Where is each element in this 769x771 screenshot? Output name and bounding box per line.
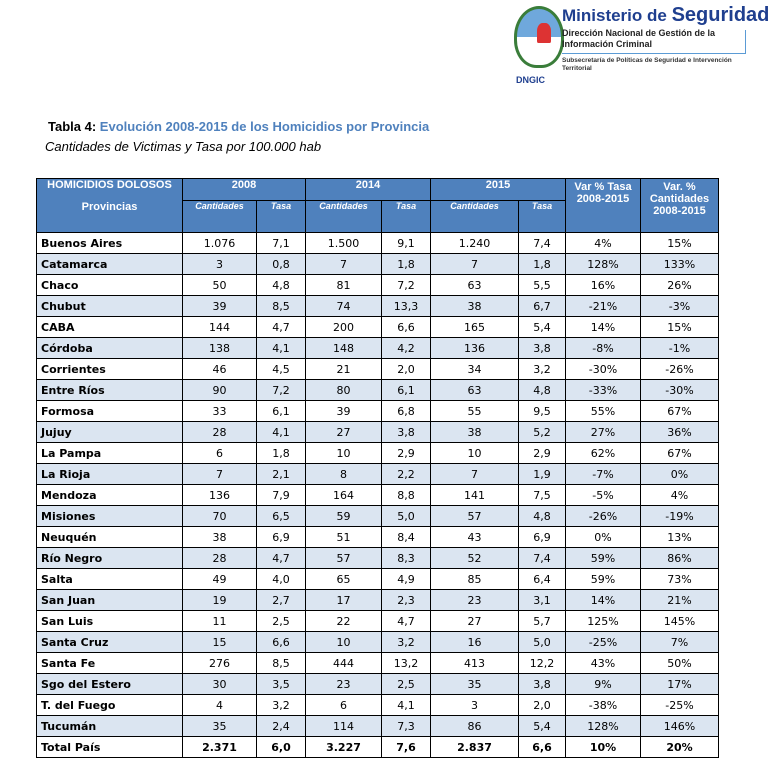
value-cell: 70 [183,506,257,527]
ministry-logo [508,2,769,92]
value-cell: 5,0 [382,506,431,527]
value-cell: 14% [566,590,641,611]
value-cell: 2,5 [382,674,431,695]
table-row [37,695,719,716]
value-cell: 8,5 [257,296,306,317]
value-cell: 51 [306,527,382,548]
value-cell: 136 [431,338,519,359]
homicides-table [36,178,719,758]
value-cell: 15% [641,233,719,254]
value-cell: 65 [306,569,382,590]
value-cell: 4,5 [257,359,306,380]
value-cell: 27 [306,422,382,443]
table-row [37,527,719,548]
value-cell: 3,5 [257,674,306,695]
value-cell: 4,7 [382,611,431,632]
value-cell: 43% [566,653,641,674]
value-cell: 2,9 [519,443,566,464]
table-row [37,569,719,590]
value-cell: 63 [431,275,519,296]
value-cell: 27 [431,611,519,632]
value-cell: 9,1 [382,233,431,254]
value-cell: 55 [431,401,519,422]
value-cell: 49 [183,569,257,590]
value-cell: -19% [641,506,719,527]
table-title: Tabla 4: Evolución 2008-2015 de los Homicidios por Provincia [48,119,430,134]
ministry-name: Ministerio de Seguridad [562,4,769,26]
province-cell: San Juan [37,590,183,611]
province-cell: Chubut [37,296,183,317]
value-cell: 52 [431,548,519,569]
value-cell: -26% [566,506,641,527]
table-row [37,233,719,254]
value-cell: 6,0 [257,737,306,758]
value-cell: 276 [183,653,257,674]
province-cell: Jujuy [37,422,183,443]
value-cell: -26% [641,359,719,380]
value-cell: 7,1 [257,233,306,254]
table-row [37,380,719,401]
value-cell: 7 [306,254,382,275]
value-cell: 2,3 [382,590,431,611]
value-cell: 8,8 [382,485,431,506]
value-cell: 2,0 [519,695,566,716]
province-cell: Buenos Aires [37,233,183,254]
value-cell: 6,9 [519,527,566,548]
value-cell: 7 [431,464,519,485]
value-cell: -25% [566,632,641,653]
value-cell: 3,8 [519,338,566,359]
province-cell: Sgo del Estero [37,674,183,695]
table-row [37,317,719,338]
value-cell: 50 [183,275,257,296]
province-cell: Santa Cruz [37,632,183,653]
value-cell: 10% [566,737,641,758]
province-cell: Catamarca [37,254,183,275]
province-cell: Santa Fe [37,653,183,674]
value-cell: 146% [641,716,719,737]
table-row [37,359,719,380]
province-cell: Formosa [37,401,183,422]
value-cell: 39 [183,296,257,317]
value-cell: 145% [641,611,719,632]
value-cell: 6,6 [257,632,306,653]
value-cell: 7,9 [257,485,306,506]
value-cell: 10 [306,443,382,464]
value-cell: 2,9 [382,443,431,464]
value-cell: 6,5 [257,506,306,527]
value-cell: 4,8 [519,380,566,401]
province-cell: La Rioja [37,464,183,485]
value-cell: 2.837 [431,737,519,758]
value-cell: 4,1 [257,422,306,443]
value-cell: 34 [431,359,519,380]
value-cell: 1,8 [382,254,431,275]
value-cell: 1,8 [257,443,306,464]
value-cell: -25% [641,695,719,716]
value-cell: 8,5 [257,653,306,674]
value-cell: 164 [306,485,382,506]
table-row [37,611,719,632]
value-cell: 4,8 [519,506,566,527]
value-cell: 6,9 [257,527,306,548]
value-cell: -5% [566,485,641,506]
value-cell: 17 [306,590,382,611]
value-cell: 80 [306,380,382,401]
value-cell: 11 [183,611,257,632]
table-row [37,548,719,569]
province-cell: Total País [37,737,183,758]
value-cell: 9% [566,674,641,695]
value-cell: 6,1 [382,380,431,401]
value-cell: 5,4 [519,317,566,338]
value-cell: 138 [183,338,257,359]
value-cell: 6 [306,695,382,716]
header-homicidios: HOMICIDIOS DOLOSOS [37,179,183,201]
value-cell: 4 [183,695,257,716]
header-cantidades: Cantidades [183,201,257,233]
value-cell: 413 [431,653,519,674]
value-cell: 5,2 [519,422,566,443]
value-cell: 0,8 [257,254,306,275]
value-cell: 10 [306,632,382,653]
value-cell: 73% [641,569,719,590]
value-cell: 13% [641,527,719,548]
value-cell: 1.076 [183,233,257,254]
province-cell: Entre Ríos [37,380,183,401]
value-cell: 59 [306,506,382,527]
value-cell: 3,2 [382,632,431,653]
value-cell: 144 [183,317,257,338]
province-cell: La Pampa [37,443,183,464]
subsecretaria: Subsecretaría de Políticas de Seguridad e Intervención Territorial [562,57,732,72]
value-cell: 12,2 [519,653,566,674]
direction-name: Dirección Nacional de Gestión de la Información Criminal [562,28,716,49]
table-row [37,338,719,359]
value-cell: 26% [641,275,719,296]
value-cell: 7,2 [257,380,306,401]
value-cell: 4,7 [257,317,306,338]
value-cell: -1% [641,338,719,359]
value-cell: 28 [183,548,257,569]
value-cell: 14% [566,317,641,338]
province-cell: San Luis [37,611,183,632]
value-cell: -3% [641,296,719,317]
province-cell: CABA [37,317,183,338]
header-tasa: Tasa [519,201,566,233]
value-cell: 4,1 [382,695,431,716]
value-cell: 1,9 [519,464,566,485]
value-cell: 81 [306,275,382,296]
value-cell: 15% [641,317,719,338]
coat-of-arms-icon [514,6,564,68]
value-cell: 20% [641,737,719,758]
value-cell: 7 [431,254,519,275]
value-cell: 21% [641,590,719,611]
value-cell: 62% [566,443,641,464]
table-row [37,674,719,695]
value-cell: 16 [431,632,519,653]
value-cell: 57 [306,548,382,569]
value-cell: 33 [183,401,257,422]
value-cell: 74 [306,296,382,317]
value-cell: 5,7 [519,611,566,632]
province-cell: T. del Fuego [37,695,183,716]
table-row [37,401,719,422]
header-provincias: Provincias [37,201,183,233]
header-var-tasa: Var % Tasa 2008-2015 [566,179,641,233]
value-cell: 128% [566,254,641,275]
table-row [37,443,719,464]
header-2015: 2015 [431,179,566,201]
table-row [37,464,719,485]
value-cell: 28 [183,422,257,443]
value-cell: 7 [183,464,257,485]
value-cell: 200 [306,317,382,338]
value-cell: 125% [566,611,641,632]
value-cell: 3 [183,254,257,275]
value-cell: 35 [431,674,519,695]
province-cell: Neuquén [37,527,183,548]
header-2014: 2014 [306,179,431,201]
value-cell: 2,0 [382,359,431,380]
table-row [37,716,719,737]
value-cell: 35 [183,716,257,737]
value-cell: 7,3 [382,716,431,737]
acronym: DNGIC [516,75,545,85]
value-cell: 6 [183,443,257,464]
value-cell: 4,7 [257,548,306,569]
value-cell: 13,3 [382,296,431,317]
value-cell: 2,2 [382,464,431,485]
province-cell: Río Negro [37,548,183,569]
value-cell: -21% [566,296,641,317]
value-cell: 165 [431,317,519,338]
header-cantidades: Cantidades [431,201,519,233]
value-cell: 57 [431,506,519,527]
value-cell: 46 [183,359,257,380]
value-cell: 86 [431,716,519,737]
value-cell: 6,7 [519,296,566,317]
value-cell: 16% [566,275,641,296]
value-cell: 36% [641,422,719,443]
table-row [37,275,719,296]
value-cell: 63 [431,380,519,401]
value-cell: 0% [566,527,641,548]
value-cell: 4% [641,485,719,506]
value-cell: 9,5 [519,401,566,422]
value-cell: 3 [431,695,519,716]
value-cell: -38% [566,695,641,716]
value-cell: 2,7 [257,590,306,611]
value-cell: 7,4 [519,548,566,569]
province-cell: Misiones [37,506,183,527]
value-cell: 3.227 [306,737,382,758]
value-cell: 59% [566,548,641,569]
value-cell: 1.240 [431,233,519,254]
value-cell: 8,4 [382,527,431,548]
header-2008: 2008 [183,179,306,201]
value-cell: 2,1 [257,464,306,485]
province-cell: Corrientes [37,359,183,380]
value-cell: 3,2 [257,695,306,716]
value-cell: 13,2 [382,653,431,674]
table-row [37,632,719,653]
value-cell: -33% [566,380,641,401]
value-cell: 67% [641,443,719,464]
value-cell: 21 [306,359,382,380]
value-cell: 30 [183,674,257,695]
value-cell: 4% [566,233,641,254]
table-row [37,254,719,275]
value-cell: 148 [306,338,382,359]
value-cell: 4,1 [257,338,306,359]
value-cell: 133% [641,254,719,275]
table-row [37,653,719,674]
value-cell: 5,4 [519,716,566,737]
value-cell: 444 [306,653,382,674]
value-cell: 136 [183,485,257,506]
value-cell: 3,8 [382,422,431,443]
value-cell: 10 [431,443,519,464]
table-row [37,485,719,506]
header-var-cant: Var. % Cantidades 2008-2015 [641,179,719,233]
province-cell: Córdoba [37,338,183,359]
value-cell: -7% [566,464,641,485]
value-cell: 114 [306,716,382,737]
header-tasa: Tasa [382,201,431,233]
value-cell: 59% [566,569,641,590]
value-cell: -30% [566,359,641,380]
value-cell: 1.500 [306,233,382,254]
value-cell: 4,8 [257,275,306,296]
value-cell: 2,5 [257,611,306,632]
province-cell: Salta [37,569,183,590]
value-cell: 43 [431,527,519,548]
total-row [37,737,719,758]
value-cell: 141 [431,485,519,506]
value-cell: 7% [641,632,719,653]
value-cell: 39 [306,401,382,422]
value-cell: 5,0 [519,632,566,653]
header-tasa: Tasa [257,201,306,233]
province-cell: Mendoza [37,485,183,506]
value-cell: 6,6 [519,737,566,758]
value-cell: 55% [566,401,641,422]
value-cell: 4,0 [257,569,306,590]
value-cell: 85 [431,569,519,590]
value-cell: 7,6 [382,737,431,758]
value-cell: 67% [641,401,719,422]
value-cell: 27% [566,422,641,443]
value-cell: 7,5 [519,485,566,506]
value-cell: 3,1 [519,590,566,611]
value-cell: 6,8 [382,401,431,422]
value-cell: 8,3 [382,548,431,569]
value-cell: 22 [306,611,382,632]
value-cell: 38 [183,527,257,548]
value-cell: 90 [183,380,257,401]
value-cell: 1,8 [519,254,566,275]
value-cell: 8 [306,464,382,485]
value-cell: 7,4 [519,233,566,254]
value-cell: 50% [641,653,719,674]
value-cell: 4,9 [382,569,431,590]
table-row [37,506,719,527]
value-cell: 4,2 [382,338,431,359]
value-cell: 38 [431,422,519,443]
value-cell: 128% [566,716,641,737]
province-cell: Tucumán [37,716,183,737]
value-cell: 6,4 [519,569,566,590]
table-subtitle: Cantidades de Victimas y Tasa por 100.000 hab [45,139,322,154]
value-cell: 5,5 [519,275,566,296]
value-cell: 3,2 [519,359,566,380]
value-cell: 0% [641,464,719,485]
value-cell: 23 [306,674,382,695]
value-cell: -8% [566,338,641,359]
value-cell: 6,1 [257,401,306,422]
value-cell: 86% [641,548,719,569]
value-cell: 15 [183,632,257,653]
province-cell: Chaco [37,275,183,296]
value-cell: 2,4 [257,716,306,737]
table-row [37,296,719,317]
header-cantidades: Cantidades [306,201,382,233]
value-cell: -30% [641,380,719,401]
value-cell: 23 [431,590,519,611]
value-cell: 3,8 [519,674,566,695]
table-row [37,590,719,611]
value-cell: 6,6 [382,317,431,338]
value-cell: 7,2 [382,275,431,296]
table-row [37,422,719,443]
value-cell: 17% [641,674,719,695]
value-cell: 38 [431,296,519,317]
value-cell: 19 [183,590,257,611]
value-cell: 2.371 [183,737,257,758]
